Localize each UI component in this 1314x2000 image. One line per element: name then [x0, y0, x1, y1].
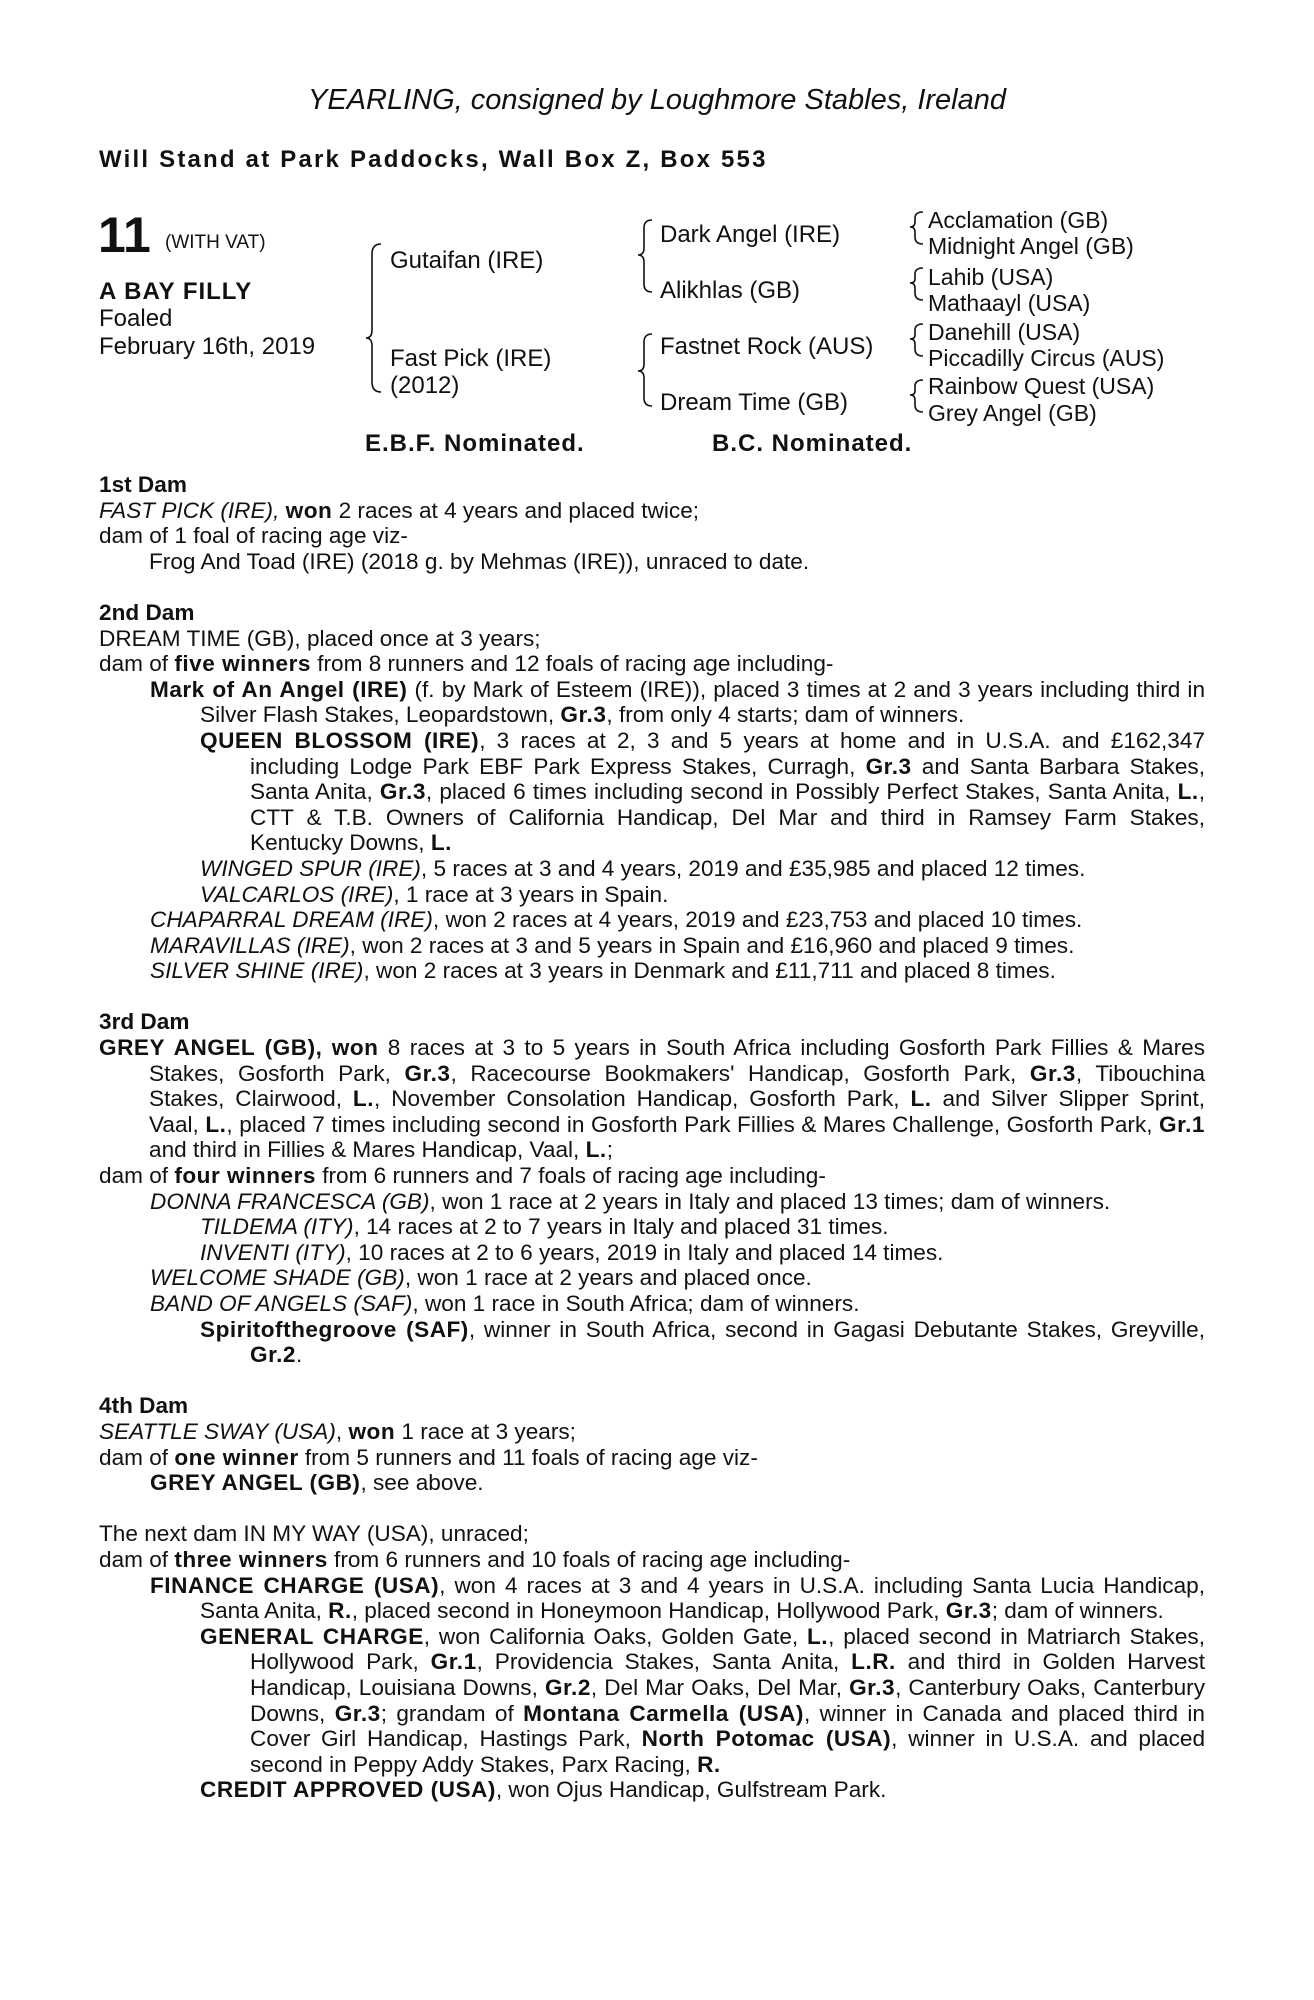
progeny-mark-of-an-angel: [99, 677, 1205, 728]
first-dam-record: [99, 498, 1205, 524]
progeny-inventi: [99, 1240, 1205, 1266]
first-dam-heading: 1st Dam: [99, 472, 187, 497]
horse-name: MARAVILLAS (IRE): [150, 932, 350, 958]
record-text: , placed 7 times including second in Gosforth Park Fillies & Mares Challenge, Gosforth Park,: [226, 1111, 1160, 1137]
pedigree-dam-year: (2012): [390, 372, 460, 399]
horse-record: , 3 races at 2, 3 and 5 years at home and in U.S.A. and £162,347 including Lodge Park EBF Park Express Stakes, Curragh,: [250, 727, 1205, 779]
horse-record: ; dam of winners.: [991, 1598, 1164, 1624]
progeny-welcome-shade: [99, 1265, 1205, 1291]
third-dam-record: [99, 1035, 1205, 1163]
horse-name: North Potomac (USA): [641, 1726, 892, 1752]
produce-pre: dam of: [99, 1444, 175, 1470]
record-text: 8 races at 3 to 5 years in South Africa including Gosforth Park Fillies & Mares Stakes, Gosforth Park,: [149, 1035, 1205, 1086]
next-dam-line: The next dam IN MY WAY (USA), unraced;: [99, 1521, 529, 1547]
horse-record: , CTT & T.B. Owners of California Handicap, Del Mar and third in Ramsey Farm Stakes, Kentucky Downs,: [250, 779, 1205, 856]
horse-record: , Del Mar Oaks, Del Mar,: [590, 1674, 850, 1700]
produce-bold: one winner: [174, 1444, 299, 1470]
first-dam-produce: dam of 1 foal of racing age viz-: [99, 523, 408, 549]
progeny-finance-charge: [99, 1573, 1205, 1624]
bc-nominated: B.C. Nominated.: [712, 430, 913, 457]
produce-pre: dam of: [99, 1163, 175, 1189]
grade: Gr.3: [849, 1674, 896, 1700]
record-text: and third in Fillies & Mares Handicap, Vaal,: [149, 1137, 586, 1163]
horse-record: , 14 races at 2 to 7 years in Italy and placed 31 times.: [353, 1214, 889, 1240]
lot-vat: (WITH VAT): [165, 232, 266, 253]
horse-record: , won 1 race in South Africa; dam of winners.: [412, 1291, 860, 1316]
grade: Gr.3: [404, 1060, 451, 1086]
horse-record: , winner in U.S.A. and placed second in Peppy Addy Stakes, Parx Racing,: [250, 1726, 1206, 1777]
grade: Gr.1: [1159, 1111, 1205, 1137]
pedigree-dds: Rainbow Quest (USA): [928, 373, 1155, 399]
produce-bold: four winners: [174, 1163, 316, 1189]
listed: L.R.: [851, 1649, 896, 1675]
second-dam-heading: 2nd Dam: [99, 599, 195, 625]
horse-name: TILDEMA (ITY): [200, 1214, 354, 1240]
pedigree-sire: Gutaifan (IRE): [390, 247, 544, 274]
horse-record: , won 2 races at 4 years, 2019 and £23,753 and placed 10 times.: [432, 907, 1083, 933]
progeny-winged-spur: [99, 856, 1205, 882]
horse-record: , won 2 races at 3 years in Denmark and £11,711 and placed 8 times.: [363, 958, 1056, 984]
progeny-band-of-angels: [99, 1291, 1205, 1317]
restricted: R.: [328, 1598, 352, 1624]
pedigree-dam-dam: Dream Time (GB): [660, 389, 849, 416]
second-dam-name-line: DREAM TIME (GB), placed once at 3 years;: [99, 625, 541, 651]
horse-name: QUEEN BLOSSOM (IRE): [200, 727, 480, 753]
fourth-dam-heading: 4th Dam: [99, 1393, 189, 1419]
produce-post: from 6 runners and 10 foals of racing age including-: [327, 1546, 851, 1572]
grade: Gr.3: [865, 753, 912, 779]
record-text: , November Consolation Handicap, Gosforth Park,: [374, 1086, 911, 1112]
stand-location: Will Stand at Park Paddocks, Wall Box Z, Box 553: [99, 146, 768, 173]
first-dam-won: won: [285, 497, 333, 523]
listed: L.: [352, 1086, 375, 1112]
horse-name: VALCARLOS (IRE): [200, 881, 394, 907]
horse-name: INVENTI (ITY): [200, 1239, 346, 1265]
fourth-dam-produce: [99, 1445, 1205, 1471]
progeny-valcarlos: [99, 882, 1205, 908]
third-dam-heading: 3rd Dam: [99, 1009, 190, 1035]
pedigree-sds: Lahib (USA): [928, 264, 1054, 290]
record-text: , Racecourse Bookmakers' Handicap, Gosforth Park,: [450, 1060, 1030, 1086]
horse-name: Montana Carmella (USA): [523, 1700, 804, 1726]
horse-record: , won 2 races at 3 and 5 years in Spain and £16,960 and placed 9 times.: [349, 932, 1075, 958]
horse-record: , won California Oaks, Golden Gate,: [423, 1623, 807, 1649]
lot-description: A BAY FILLY: [99, 278, 253, 305]
first-dam-record-text: 2 races at 4 years and placed twice;: [332, 497, 700, 523]
pedigree-ssd: Midnight Angel (GB): [928, 233, 1134, 259]
horse-name: SEATTLE SWAY (USA): [99, 1418, 336, 1444]
horse-name: GREY ANGEL (GB),: [99, 1035, 323, 1061]
pedigree-sire-dam: Alikhlas (GB): [660, 277, 801, 304]
horse-name: Mark of An Angel (IRE): [150, 676, 408, 702]
horse-record: , won Ojus Handicap, Gulfstream Park.: [495, 1777, 887, 1803]
horse-record: and Santa Barbara Stakes, Santa Anita,: [250, 753, 1205, 805]
restricted: R.: [697, 1751, 721, 1777]
horse-name: DONNA FRANCESCA (GB): [150, 1188, 430, 1214]
horse-name: Spiritofthegroove (SAF): [200, 1316, 469, 1342]
horse-record: , 1 race at 3 years in Spain.: [393, 881, 669, 907]
ebf-nominated: E.B.F. Nominated.: [365, 430, 585, 457]
pedigree-dam-sire: Fastnet Rock (AUS): [660, 333, 874, 360]
horse-record: and third in Golden Harvest Handicap, Louisiana Downs,: [250, 1649, 1205, 1700]
won-label: won: [331, 1035, 379, 1061]
horse-record: (f. by Mark of Esteem (IRE)), placed 3 times at 2 and 3 years including third in Silver Flash Stakes, Leopardstown,: [200, 676, 1206, 728]
first-dam-foal: Frog And Toad (IRE) (2018 g. by Mehmas (IRE)), unraced to date.: [149, 548, 810, 574]
horse-record: , Canterbury Oaks, Canterbury Downs,: [250, 1674, 1206, 1726]
horse-record: , winner in Canada and placed third in Cover Girl Handicap, Hastings Park,: [250, 1700, 1205, 1752]
pedigree-dss: Danehill (USA): [928, 319, 1081, 345]
third-dam-produce: [99, 1163, 1205, 1189]
grade: Gr.1: [430, 1649, 477, 1675]
listed: L.: [910, 1086, 932, 1112]
horse-name: WINGED SPUR (IRE): [200, 855, 421, 881]
horse-record: , winner in South Africa, second in Gagasi Debutante Stakes, Greyville,: [468, 1316, 1205, 1342]
horse-name: SILVER SHINE (IRE): [150, 958, 364, 984]
fourth-dam-record: [99, 1419, 1205, 1445]
pedigree-dsd: Piccadilly Circus (AUS): [928, 345, 1165, 371]
horse-record: , placed second in Matriarch Stakes, Hollywood Park,: [250, 1623, 1205, 1675]
pedigree-sdd: Mathaayl (USA): [928, 290, 1091, 316]
horse-record: , won 4 races at 3 and 4 years in U.S.A. including Santa Lucia Handicap, Santa Anita,: [200, 1572, 1205, 1624]
horse-record: , from only 4 starts; dam of winners.: [606, 702, 965, 728]
listed: L.: [430, 830, 452, 856]
horse-record: ; grandam of: [380, 1700, 524, 1726]
record-text: ;: [606, 1137, 613, 1163]
foaled-date: February 16th, 2019: [99, 333, 316, 360]
produce-bold: three winners: [174, 1546, 328, 1572]
progeny-donna-francesca: [99, 1189, 1205, 1215]
horse-record: , 10 races at 2 to 6 years, 2019 in Italy and placed 14 times.: [345, 1239, 944, 1265]
horse-name: WELCOME SHADE (GB): [150, 1265, 405, 1291]
pedigree-dam: Fast Pick (IRE): [390, 345, 552, 372]
horse-record: , placed 6 times including second in Possibly Perfect Stakes, Santa Anita,: [425, 779, 1178, 805]
progeny-queen-blossom: [99, 728, 1205, 856]
won-label: won: [348, 1418, 396, 1444]
listed: L.: [807, 1623, 829, 1649]
produce-pre: dam of: [99, 651, 175, 677]
grade: Gr.2: [544, 1674, 591, 1700]
listed: L.: [1177, 779, 1199, 805]
produce-post: from 5 runners and 11 foals of racing age viz-: [298, 1444, 758, 1470]
horse-record: , see above.: [360, 1470, 484, 1496]
pedigree-ddd: Grey Angel (GB): [928, 400, 1097, 426]
produce-post: from 8 runners and 12 foals of racing age including-: [310, 651, 834, 677]
progeny-silver-shine: [99, 958, 1205, 984]
produce-post: from 6 runners and 7 foals of racing age including-: [315, 1163, 826, 1189]
horse-record: , won 1 race at 2 years in Italy and placed 13 times; dam of winners.: [429, 1188, 1111, 1214]
progeny-spiritofthegroove: [99, 1317, 1205, 1368]
horse-name: GENERAL CHARGE: [200, 1623, 424, 1649]
horse-record: , placed second in Honeymoon Handicap, Hollywood Park,: [351, 1598, 946, 1624]
progeny-maravillas: [99, 933, 1205, 959]
progeny-credit-approved: [99, 1777, 1205, 1803]
produce-bold: five winners: [174, 651, 311, 677]
next-dam-produce: [99, 1547, 1205, 1573]
horse-name: CREDIT APPROVED (USA): [200, 1777, 496, 1803]
horse-name: CHAPARRAL DREAM (IRE): [150, 907, 433, 933]
dam-records: [99, 472, 1205, 1803]
grade: Gr.2: [250, 1342, 296, 1368]
horse-record: , Providencia Stakes, Santa Anita,: [476, 1649, 852, 1675]
record-text: and Silver Slipper Sprint, Vaal,: [149, 1086, 1206, 1137]
grade: Gr.3: [560, 702, 607, 728]
second-dam-produce: [99, 651, 1205, 677]
horse-name: BAND OF ANGELS (SAF): [150, 1291, 413, 1316]
page-subtitle: YEARLING, consigned by Loughmore Stables, Ireland: [307, 84, 1006, 116]
progeny-general-charge: [99, 1624, 1205, 1778]
progeny-grey-angel: [99, 1470, 1205, 1496]
horse-name: GREY ANGEL (GB): [150, 1470, 361, 1496]
grade: Gr.3: [945, 1598, 992, 1624]
horse-name: FINANCE CHARGE (USA): [150, 1572, 440, 1598]
produce-pre: dam of: [99, 1546, 175, 1572]
grade: Gr.3: [334, 1700, 381, 1726]
horse-record: , 5 races at 3 and 4 years, 2019 and £35,985 and placed 12 times.: [420, 855, 1086, 881]
listed: L.: [205, 1111, 227, 1137]
horse-record: , won 1 race at 2 years and placed once.: [404, 1265, 812, 1291]
foaled-label: Foaled: [99, 305, 173, 332]
listed: L.: [585, 1137, 607, 1163]
grade: Gr.3: [1029, 1060, 1076, 1086]
lot-number: 11: [98, 207, 151, 263]
progeny-chaparral-dream: [99, 907, 1205, 933]
horse-record: .: [295, 1342, 303, 1368]
first-dam-name: FAST PICK (IRE),: [99, 497, 280, 523]
record-text: 1 race at 3 years;: [395, 1418, 576, 1444]
record-text: , Tibouchina Stakes, Clairwood,: [149, 1060, 1206, 1112]
progeny-tildema: [99, 1214, 1205, 1240]
sep: ,: [335, 1418, 349, 1444]
pedigree-sss: Acclamation (GB): [928, 207, 1109, 233]
grade: Gr.3: [379, 779, 426, 805]
pedigree-sire-sire: Dark Angel (IRE): [660, 221, 841, 248]
